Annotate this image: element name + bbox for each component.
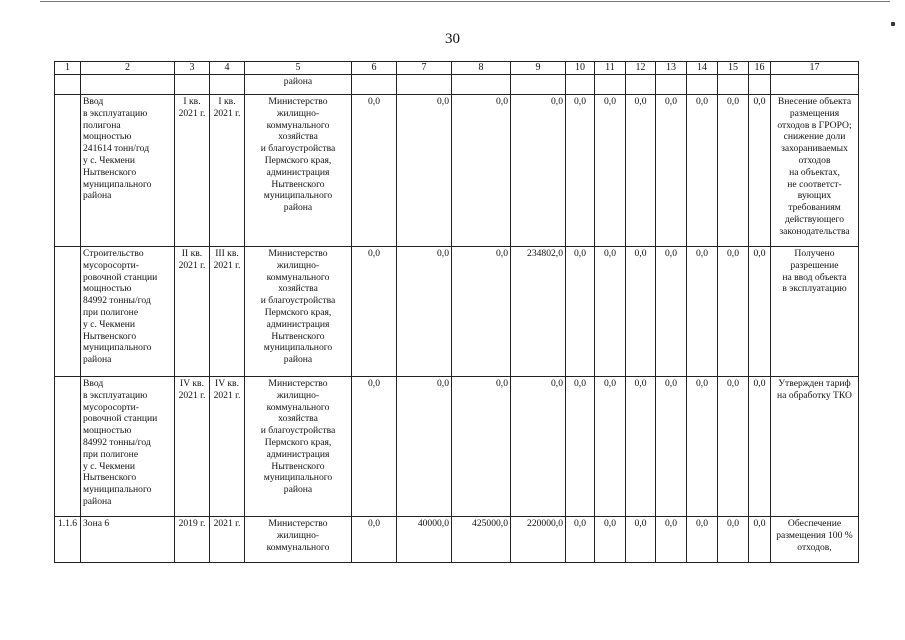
cell-v8: 0,0 xyxy=(452,247,511,377)
cell-v14: 0,0 xyxy=(687,377,718,517)
cell-v7 xyxy=(397,75,452,95)
header-row xyxy=(55,62,859,75)
cell-name: Зона 6 xyxy=(81,517,175,563)
cell-result: Обеспечение размещения 100 % отходов, xyxy=(771,517,859,563)
cell-v11: 0,0 xyxy=(595,517,626,563)
header-cell-10: 10 xyxy=(566,62,595,75)
cell-v6 xyxy=(352,75,397,95)
cell-v13: 0,0 xyxy=(656,247,687,377)
cell-v10 xyxy=(566,75,595,95)
cell-exec: Министерство жилищно- коммунального хозяйства и благоустройства Пермского края, администрация Нытвенского муниципального района xyxy=(245,377,352,517)
cell-result xyxy=(771,75,859,95)
cell-name: Ввод в эксплуатацию мусоросорти- ровочной станции мощностью 84992 тонны/год при полигоне у с. Чекмени Нытвенского муниципального района xyxy=(81,377,175,517)
table-row xyxy=(55,95,859,247)
header-cell-4: 4 xyxy=(210,62,245,75)
cell-v10: 0,0 xyxy=(566,517,595,563)
cell-v16: 0,0 xyxy=(749,247,771,377)
header-cell-16: 16 xyxy=(749,62,771,75)
header-cell-15: 15 xyxy=(718,62,749,75)
cell-v12: 0,0 xyxy=(626,377,656,517)
header-cell-11: 11 xyxy=(595,62,626,75)
cell-v13: 0,0 xyxy=(656,377,687,517)
cell-end: I кв. 2021 г. xyxy=(210,95,245,247)
table-row xyxy=(55,247,859,377)
cell-v7: 0,0 xyxy=(397,247,452,377)
cell-exec: Министерство жилищно- коммунального xyxy=(245,517,352,563)
cell-end: III кв. 2021 г. xyxy=(210,247,245,377)
cell-v13: 0,0 xyxy=(656,517,687,563)
cell-v9: 234802,0 xyxy=(511,247,566,377)
cell-no: 1.1.6 xyxy=(55,517,81,563)
header-cell-3: 3 xyxy=(175,62,210,75)
cell-end: 2021 г. xyxy=(210,517,245,563)
header-cell-8: 8 xyxy=(452,62,511,75)
cell-v12: 0,0 xyxy=(626,95,656,247)
cell-v16 xyxy=(749,75,771,95)
cell-v8 xyxy=(452,75,511,95)
cell-end xyxy=(210,75,245,95)
cell-result: Получено разрешение на ввод объекта в эксплуатацию xyxy=(771,247,859,377)
cell-v6: 0,0 xyxy=(352,247,397,377)
cell-name: Строительство мусоросорти- ровочной станции мощностью 84992 тонны/год при полигоне у с. Чекмени Нытвенского муниципального района xyxy=(81,247,175,377)
scan-mark xyxy=(891,22,895,26)
header-cell-9: 9 xyxy=(511,62,566,75)
cell-v14 xyxy=(687,75,718,95)
cell-v11 xyxy=(595,75,626,95)
cell-v15: 0,0 xyxy=(718,377,749,517)
header-cell-14: 14 xyxy=(687,62,718,75)
cell-v15: 0,0 xyxy=(718,95,749,247)
cell-v6: 0,0 xyxy=(352,95,397,247)
cell-v10: 0,0 xyxy=(566,95,595,247)
cell-v14: 0,0 xyxy=(687,95,718,247)
header-cell-5: 5 xyxy=(245,62,352,75)
cell-v11: 0,0 xyxy=(595,95,626,247)
cell-v14: 0,0 xyxy=(687,517,718,563)
continuation-text: района xyxy=(245,75,352,95)
cell-v14: 0,0 xyxy=(687,247,718,377)
cell-v13: 0,0 xyxy=(656,95,687,247)
cell-end: IV кв. 2021 г. xyxy=(210,377,245,517)
page-number: 30 xyxy=(445,31,460,47)
cell-v9 xyxy=(511,75,566,95)
cell-v9: 0,0 xyxy=(511,377,566,517)
cell-v7: 0,0 xyxy=(397,95,452,247)
header-cell-17: 17 xyxy=(771,62,859,75)
cell-v15 xyxy=(718,75,749,95)
cell-start: 2019 г. xyxy=(175,517,210,563)
cell-v12 xyxy=(626,75,656,95)
cell-v6: 0,0 xyxy=(352,377,397,517)
top-border-line xyxy=(40,1,890,2)
cell-name xyxy=(81,75,175,95)
cell-v9: 220000,0 xyxy=(511,517,566,563)
data-table xyxy=(54,61,859,563)
header-cell-12: 12 xyxy=(626,62,656,75)
header-cell-2: 2 xyxy=(81,62,175,75)
continuation-row xyxy=(55,75,859,95)
cell-v13 xyxy=(656,75,687,95)
cell-v12: 0,0 xyxy=(626,247,656,377)
cell-start xyxy=(175,75,210,95)
cell-v7: 0,0 xyxy=(397,377,452,517)
cell-no xyxy=(55,95,81,247)
cell-v10: 0,0 xyxy=(566,377,595,517)
cell-v11: 0,0 xyxy=(595,247,626,377)
cell-v10: 0,0 xyxy=(566,247,595,377)
header-cell-7: 7 xyxy=(397,62,452,75)
cell-v12: 0,0 xyxy=(626,517,656,563)
cell-result: Внесение объекта размещения отходов в ГРОРО; снижение доли захораниваемых отходов на объектах, не соответст- вующих требованиям действующего законодательства xyxy=(771,95,859,247)
cell-start: IV кв. 2021 г. xyxy=(175,377,210,517)
cell-v16: 0,0 xyxy=(749,377,771,517)
header-cell-1: 1 xyxy=(55,62,81,75)
cell-v9: 0,0 xyxy=(511,95,566,247)
cell-v8: 0,0 xyxy=(452,95,511,247)
cell-result: Утвержден тариф на обработку ТКО xyxy=(771,377,859,517)
table-row xyxy=(55,517,859,563)
cell-v15: 0,0 xyxy=(718,517,749,563)
cell-v8: 0,0 xyxy=(452,377,511,517)
table-row xyxy=(55,377,859,517)
cell-v16: 0,0 xyxy=(749,95,771,247)
header-cell-6: 6 xyxy=(352,62,397,75)
cell-v8: 425000,0 xyxy=(452,517,511,563)
header-cell-13: 13 xyxy=(656,62,687,75)
cell-v16: 0,0 xyxy=(749,517,771,563)
cell-exec: Министерство жилищно- коммунального хозяйства и благоустройства Пермского края, администрация Нытвенского муниципального района xyxy=(245,247,352,377)
cell-start: II кв. 2021 г. xyxy=(175,247,210,377)
cell-no xyxy=(55,377,81,517)
cell-v11: 0,0 xyxy=(595,377,626,517)
cell-start: I кв. 2021 г. xyxy=(175,95,210,247)
cell-v15: 0,0 xyxy=(718,247,749,377)
cell-name: Ввод в эксплуатацию полигона мощностью 241614 тонн/год у с. Чекмени Нытвенского муниципального района xyxy=(81,95,175,247)
cell-v7: 40000,0 xyxy=(397,517,452,563)
cell-no xyxy=(55,247,81,377)
cell-exec: Министерство жилищно- коммунального хозяйства и благоустройства Пермского края, администрация Нытвенского муниципального района xyxy=(245,95,352,247)
cell-no xyxy=(55,75,81,95)
cell-v6: 0,0 xyxy=(352,517,397,563)
